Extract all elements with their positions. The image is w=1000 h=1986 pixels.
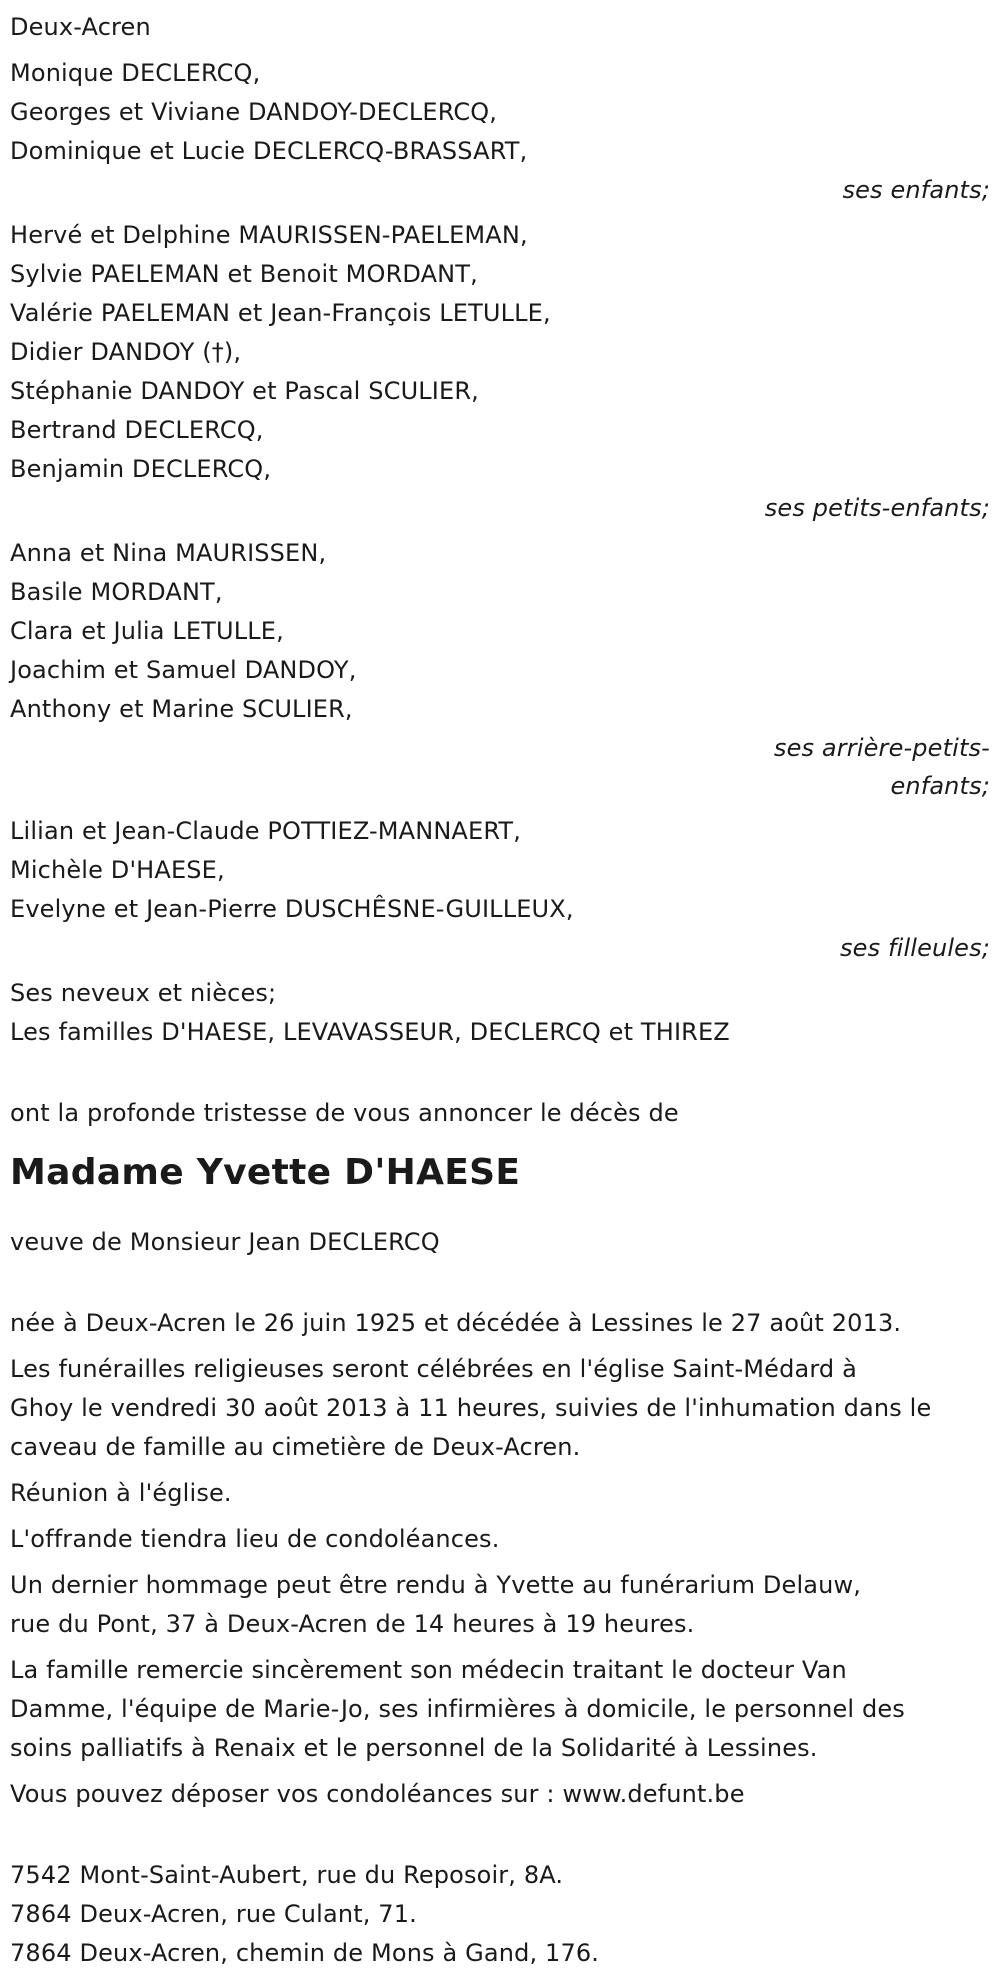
list-item: Anthony et Marine SCULIER, [10, 695, 353, 723]
paragraph-line: Ghoy le vendredi 30 août 2013 à 11 heures, suivies de l'inhumation dans le [10, 1394, 932, 1422]
list-item: Basile MORDANT, [10, 578, 223, 606]
deceased-name: Madame Yvette D'HAESE [10, 1152, 521, 1193]
list-item: Valérie PAELEMAN et Jean-François LETULLE, [10, 299, 551, 327]
paragraph-line: caveau de famille au cimetière de Deux-Acren. [10, 1433, 581, 1461]
list-item: Stéphanie DANDOY et Pascal SCULIER, [10, 377, 479, 405]
paragraph-line: Les funérailles religieuses seront célébrées en l'église Saint-Médard à [10, 1355, 857, 1383]
announcement-text: ont la profonde tristesse de vous annoncer le décès de [10, 1099, 679, 1127]
list-item: Lilian et Jean-Claude POTTIEZ-MANNAERT, [10, 817, 521, 845]
others-group [10, 974, 990, 1052]
relation-label: ses filleules; [840, 934, 990, 962]
funeral-paragraph [10, 1350, 990, 1467]
list-item: Clara et Julia LETULLE, [10, 617, 284, 645]
grandchildren-group [10, 216, 990, 527]
paragraph-line: Réunion à l'église. [10, 1479, 232, 1507]
goddaughters-group [10, 812, 990, 967]
address-line: 7864 Deux-Acren, chemin de Mons à Gand, 176. [10, 1939, 600, 1967]
list-item: Evelyne et Jean-Pierre DUSCHÊSNE-GUILLEUX, [10, 895, 574, 923]
place-heading: Deux-Acren [10, 13, 151, 41]
offering-paragraph [10, 1520, 990, 1559]
birth-death-text: née à Deux-Acren le 26 juin 1925 et décédée à Lessines le 27 août 2013. [10, 1309, 902, 1337]
list-item: Bertrand DECLERCQ, [10, 416, 264, 444]
paragraph-line: soins palliatifs à Renaix et le personnel de la Solidarité à Lessines. [10, 1734, 818, 1762]
list-item: Les familles D'HAESE, LEVAVASSEUR, DECLERCQ et THIREZ [10, 1018, 730, 1046]
condolences-paragraph [10, 1775, 990, 1814]
list-item: Joachim et Samuel DANDOY, [10, 656, 357, 684]
thanks-paragraph [10, 1651, 990, 1768]
address-line: 7864 Deux-Acren, rue Culant, 71. [10, 1900, 417, 1928]
tribute-paragraph [10, 1566, 990, 1644]
paragraph-line: rue du Pont, 37 à Deux-Acren de 14 heures à 19 heures. [10, 1610, 695, 1638]
address-line: 7542 Mont-Saint-Aubert, rue du Reposoir, 8A. [10, 1861, 564, 1889]
relation-label: enfants; [890, 772, 990, 800]
list-item: Sylvie PAELEMAN et Benoit MORDANT, [10, 260, 478, 288]
relation-label: ses petits-enfants; [764, 494, 990, 522]
paragraph-line: La famille remercie sincèrement son médecin traitant le docteur Van [10, 1656, 847, 1684]
great-grandchildren-group [10, 534, 990, 805]
list-item: Georges et Viviane DANDOY-DECLERCQ, [10, 98, 498, 126]
list-item: Monique DECLERCQ, [10, 59, 261, 87]
paragraph-line: L'offrande tiendra lieu de condoléances. [10, 1525, 500, 1553]
paragraph-line: Vous pouvez déposer vos condoléances sur : www.defunt.be [10, 1780, 745, 1808]
relation-label: ses enfants; [842, 176, 990, 204]
list-item: Didier DANDOY (†), [10, 338, 242, 366]
relation-label: ses arrière-petits- [773, 734, 990, 762]
list-item: Michèle D'HAESE, [10, 856, 225, 884]
reunion-paragraph [10, 1474, 990, 1513]
children-group [10, 54, 990, 209]
list-item: Hervé et Delphine MAURISSEN-PAELEMAN, [10, 221, 528, 249]
paragraph-line: Damme, l'équipe de Marie-Jo, ses infirmières à domicile, le personnel des [10, 1695, 905, 1723]
list-item: Benjamin DECLERCQ, [10, 455, 272, 483]
addresses-block [10, 1856, 990, 1973]
list-item: Ses neveux et nièces; [10, 979, 277, 1007]
list-item: Anna et Nina MAURISSEN, [10, 539, 327, 567]
list-item: Dominique et Lucie DECLERCQ-BRASSART, [10, 137, 528, 165]
paragraph-line: Un dernier hommage peut être rendu à Yvette au funérarium Delauw, [10, 1571, 862, 1599]
widow-of-text: veuve de Monsieur Jean DECLERCQ [10, 1228, 440, 1256]
